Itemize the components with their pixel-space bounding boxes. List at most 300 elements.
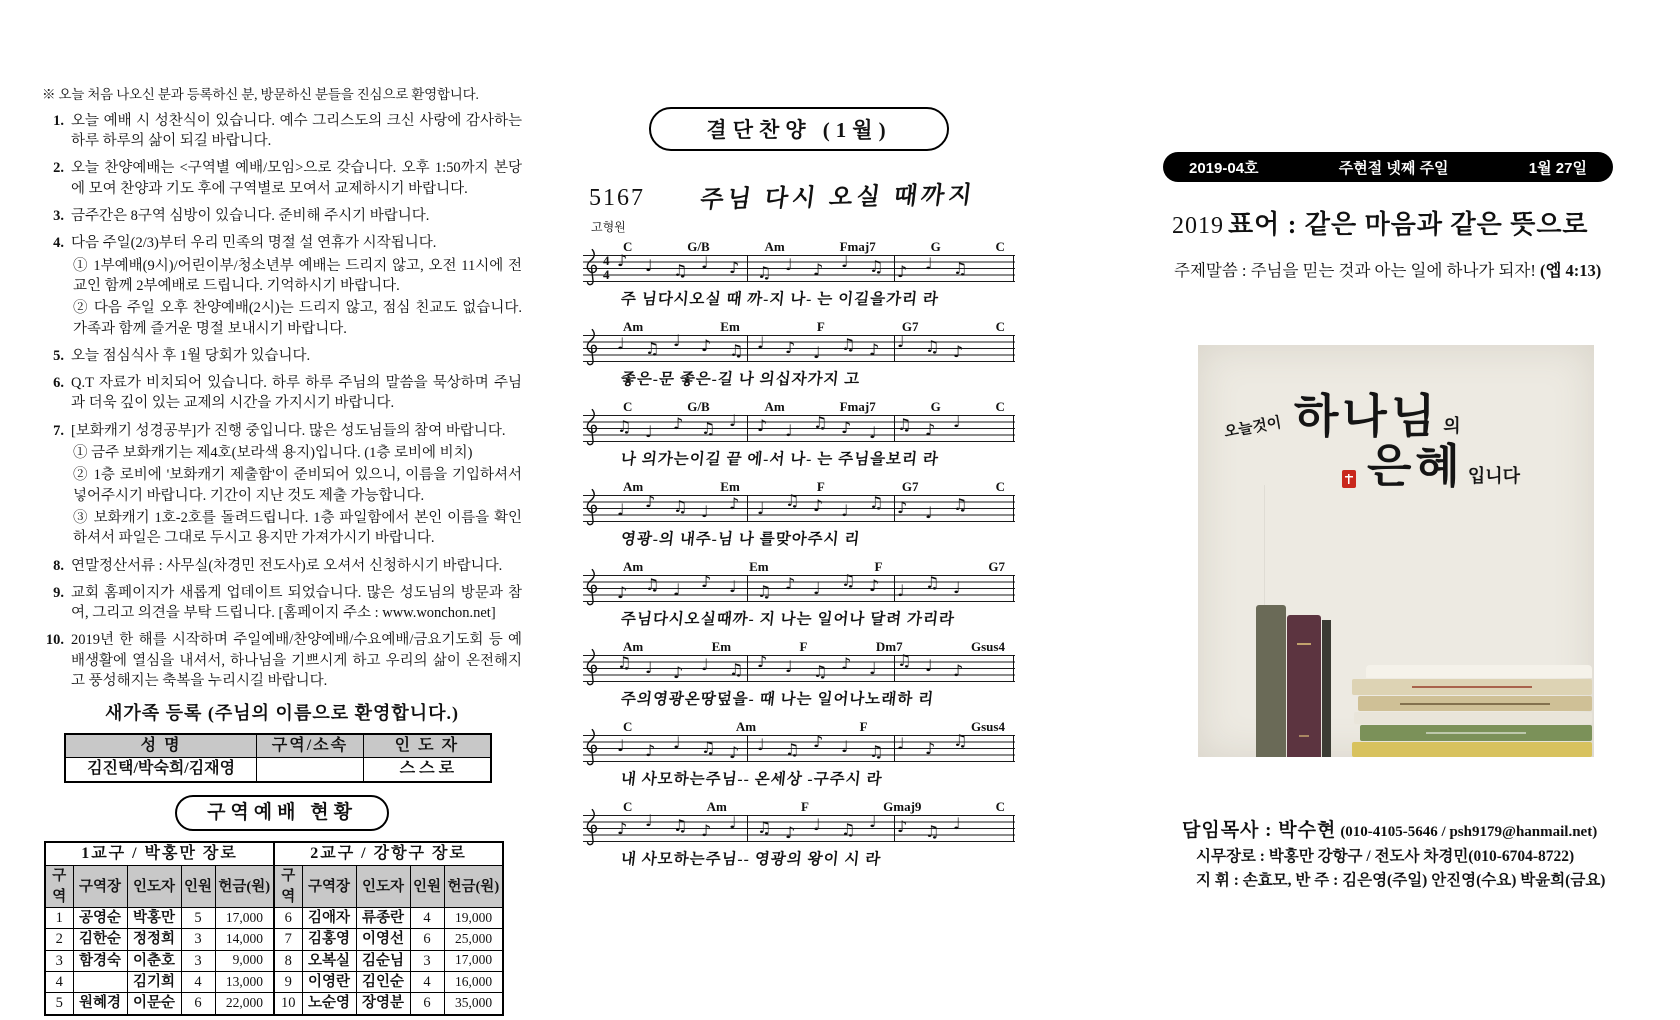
note-glyph: ♫ <box>645 339 660 358</box>
note-glyph: ♩ <box>645 811 653 830</box>
announcement-text: Q.T 자료가 비치되어 있습니다. 하루 하루 주님의 말씀을 묵상하며 주님과 더욱 깊이 있는 교제의 시간을 가지시기 바랍니다. <box>71 375 522 412</box>
chord-label: F <box>859 719 868 734</box>
note-glyph: ♩ <box>841 501 849 520</box>
note-glyph: ♩ <box>673 331 681 350</box>
announcement-number: 1. <box>53 112 64 129</box>
chord-label: G7 <box>901 479 919 494</box>
barline <box>1013 495 1014 521</box>
table-header-cell: 성 명 <box>65 734 257 758</box>
barline <box>894 735 895 761</box>
announcement-subitem: ① 금주 보화캐기는 제4호(보라색 용지)입니다. (1층 로비에 비치) <box>73 445 473 462</box>
chord-row <box>583 719 1015 735</box>
book-spine <box>1354 712 1592 724</box>
table-header-cell: 구역 <box>45 866 73 908</box>
note-glyph: ♩ <box>617 736 625 755</box>
staff-system <box>583 559 1015 629</box>
announcement-item <box>42 233 522 338</box>
note-glyph: ♫ <box>617 653 632 672</box>
note-glyph: ♩ <box>617 500 625 519</box>
note-glyph: ♫ <box>701 738 716 757</box>
table-cell: 장영분 <box>356 993 410 1015</box>
note-glyph: ♫ <box>925 337 940 356</box>
chord-label: Gsus4 <box>971 639 1005 654</box>
table-row <box>45 993 503 1015</box>
table-header-cell: 헌금(원) <box>215 866 274 908</box>
note-glyph: ♩ <box>953 814 961 833</box>
table-cell: 4 <box>410 908 444 929</box>
note-glyph: ♫ <box>953 259 968 278</box>
chord-label: Gmaj9 <box>883 799 922 814</box>
note-glyph: ♫ <box>673 261 688 280</box>
staff-lines <box>583 811 1015 842</box>
hymn-column <box>583 95 1015 879</box>
calligraphy-prefix: 오늘것이 <box>1222 415 1283 441</box>
note-glyph: ♪ <box>673 414 684 433</box>
note-glyph: ♩ <box>953 578 961 597</box>
table-cell: 김순님 <box>356 950 410 971</box>
chord-label: C <box>623 719 633 734</box>
staff-system <box>583 799 1015 869</box>
table-cell: 4 <box>181 971 215 992</box>
treble-clef-icon <box>583 328 600 369</box>
table-cell: 9,000 <box>215 950 274 971</box>
note-glyph: ♫ <box>757 818 772 837</box>
note-glyph: ♪ <box>729 494 740 513</box>
chord-label: F <box>874 559 883 574</box>
year-slogan <box>1172 204 1670 241</box>
sheet-music <box>583 239 1015 869</box>
barline <box>747 735 748 761</box>
table-cell: 6 <box>410 993 444 1015</box>
note-glyph: ♪ <box>813 496 824 515</box>
note-glyph: ♪ <box>897 817 908 836</box>
note-glyph: ♪ <box>897 498 908 517</box>
staff-lines <box>583 651 1015 682</box>
table-cell: 김애자 <box>302 908 356 929</box>
chord-row <box>583 639 1015 655</box>
note-glyph: ♪ <box>813 732 824 751</box>
table-cell: 35,000 <box>444 993 503 1015</box>
announcement-subitem: ② 1층 로비에 '보화캐기 제출함'이 준비되어 있으니, 이름을 기입하셔서 넣어주시기 바랍니다. 기간이 지난 것도 제출 가능합니다. <box>73 467 522 504</box>
barline <box>894 575 895 601</box>
chord-label: Gsus4 <box>971 719 1005 734</box>
note-glyph: ♪ <box>953 661 964 680</box>
chord-label: Dm7 <box>875 639 903 654</box>
barline <box>894 255 895 281</box>
welcome-note: ※ 오늘 처음 나오신 분과 등록하신 분, 방문하신 분들을 진심으로 환영합니다. <box>42 87 479 102</box>
note-glyph: ♫ <box>729 341 744 360</box>
note-glyph: ♩ <box>701 253 709 272</box>
note-glyph: ♪ <box>813 260 824 279</box>
note-glyph: ♫ <box>925 573 940 592</box>
table-row <box>65 758 491 782</box>
table-header-cell: 구역장 <box>73 866 127 908</box>
table-cell: 함경숙 <box>73 950 127 971</box>
theme-text: 주제말씀 : 주님을 믿는 것과 아는 일에 하나가 되자! <box>1174 261 1536 280</box>
table-cell: 김진택/박숙희/김재영 <box>65 758 257 782</box>
hymn-title: 주님 다시 오실 때까지 <box>698 182 978 214</box>
table-cell: 25,000 <box>444 929 503 950</box>
staff-system <box>583 399 1015 469</box>
table-cell: 노순영 <box>302 993 356 1015</box>
time-signature: 4 4 <box>603 253 610 282</box>
staff-lines <box>583 571 1015 602</box>
table-cell: 5 <box>181 908 215 929</box>
announcement-item <box>42 158 522 199</box>
calligraphy-text <box>1224 393 1584 492</box>
pastor-line <box>1182 816 1668 845</box>
note-glyph: ♫ <box>897 651 912 670</box>
table-cell: 김홍영 <box>302 929 356 950</box>
chord-label: C <box>995 239 1005 254</box>
chord-label: G7 <box>988 559 1005 574</box>
table-row <box>45 929 503 950</box>
calligraphy-word2: 은혜 <box>1367 441 1464 493</box>
table-cell: 3 <box>410 950 444 971</box>
announcement-number: 4. <box>53 235 64 252</box>
announcement-item <box>42 111 522 152</box>
note-glyph: ♩ <box>869 812 877 831</box>
announcement-text: 오늘 예배 시 성찬식이 있습니다. 예수 그리스도의 크신 사랑에 감사하는 하루 하루의 삶이 되길 바랍니다. <box>71 112 522 150</box>
announcement-number: 3. <box>53 208 64 225</box>
note-glyph: ♩ <box>897 332 905 351</box>
note-glyph: ♪ <box>729 743 740 762</box>
chord-row <box>583 319 1015 335</box>
table-cell: 10 <box>274 993 302 1015</box>
standing-book-maroon <box>1287 615 1321 757</box>
note-glyph: ♩ <box>925 503 933 522</box>
note-glyph: ♫ <box>869 742 884 761</box>
note-glyph: ♪ <box>729 258 740 277</box>
note-glyph: ♫ <box>617 417 632 436</box>
barline <box>1013 655 1014 681</box>
note-glyph: ♫ <box>757 263 772 282</box>
note-glyph: ♫ <box>953 731 968 750</box>
barline <box>894 815 895 841</box>
note-glyph: ♫ <box>841 820 856 839</box>
chord-label: Am <box>623 479 644 494</box>
chord-row <box>583 399 1015 415</box>
note-glyph: ♫ <box>841 571 856 590</box>
table-cell: 5 <box>45 993 73 1015</box>
chord-label: Am <box>706 799 727 814</box>
staff-lines <box>583 491 1015 522</box>
note-glyph: ♪ <box>617 819 628 838</box>
note-glyph: ♩ <box>925 656 933 675</box>
chord-row <box>583 559 1015 575</box>
chord-label: Fmaj7 <box>839 239 876 254</box>
barline <box>894 415 895 441</box>
note-glyph: ♩ <box>645 658 653 677</box>
note-glyph: ♪ <box>841 654 852 673</box>
lyric-line: 좋은-문 좋은-길 나 의십자가지 고 <box>619 371 862 388</box>
table-cell: 김한순 <box>73 929 127 950</box>
barline <box>1013 255 1014 281</box>
table-cell: 13,000 <box>215 971 274 992</box>
district-group-title: 1교구 / 박홍만 장로 <box>45 842 274 866</box>
announcement-number: 8. <box>53 557 64 574</box>
chord-label: F <box>800 799 809 814</box>
treble-clef-icon <box>583 648 600 689</box>
chord-label: G <box>930 399 941 414</box>
chord-label: C <box>995 319 1005 334</box>
announcement-item <box>42 373 522 414</box>
lyric-line: 영광-의 내주-님 나 를맞아주시 리 <box>619 531 862 548</box>
table-header-row <box>45 866 503 908</box>
announcement-subitem: ② 다음 주일 오후 찬양예배(2시)는 드리지 않고, 점심 친교도 없습니다. 가족과 함께 즐거운 명절 보내시기 바랍니다. <box>73 300 522 337</box>
note-glyph: ♪ <box>785 823 796 842</box>
table-header-cell: 인도자 <box>356 866 410 908</box>
book-stack <box>1352 665 1592 757</box>
announcement-text: 오늘 점심식사 후 1월 당회가 있습니다. <box>71 347 311 364</box>
note-glyph: ♩ <box>701 502 709 521</box>
table-cell <box>257 758 364 782</box>
staff-lines <box>583 411 1015 442</box>
table-header-cell: 인원 <box>181 866 215 908</box>
chord-label: C <box>623 399 633 414</box>
note-glyph: ♫ <box>785 740 800 759</box>
note-glyph: ♩ <box>757 735 765 754</box>
calligraphy-particle: 의 <box>1443 416 1461 436</box>
note-glyph: ♪ <box>869 576 880 595</box>
announcement-item <box>42 630 522 691</box>
table-cell: 4 <box>45 971 73 992</box>
announcement-number: 10. <box>45 632 64 649</box>
standing-book-olive <box>1256 605 1286 757</box>
note-glyph: ♪ <box>673 663 684 682</box>
note-glyph: ♩ <box>757 499 765 518</box>
table-cell: 4 <box>410 971 444 992</box>
note-glyph: ♩ <box>897 734 905 753</box>
chord-label: G7 <box>901 319 919 334</box>
barline <box>747 335 748 361</box>
table-cell: 14,000 <box>215 929 274 950</box>
issue-bar <box>1163 152 1613 182</box>
chord-label: C <box>623 799 633 814</box>
treble-clef-icon <box>583 808 600 849</box>
table-cell: 3 <box>181 929 215 950</box>
chord-label: F <box>816 319 825 334</box>
announcement-item <box>42 346 522 366</box>
chord-label: C <box>995 799 1005 814</box>
note-glyph: ♪ <box>617 583 628 602</box>
table-cell: 9 <box>274 971 302 992</box>
chord-label: Em <box>720 479 740 494</box>
hymn-section-badge: 결단찬양 (1월) <box>649 107 949 151</box>
calligraphy-suffix: 입니다 <box>1467 466 1521 487</box>
table-cell: 6 <box>181 993 215 1015</box>
note-glyph: ♩ <box>729 411 737 430</box>
treble-clef-icon <box>583 728 600 769</box>
barline <box>747 815 748 841</box>
note-glyph: ♪ <box>785 574 796 593</box>
book-spine <box>1352 679 1592 695</box>
table-cell: 이춘호 <box>127 950 181 971</box>
note-glyph: ♩ <box>953 412 961 431</box>
treble-clef-icon <box>583 488 600 529</box>
chord-row <box>583 239 1015 255</box>
note-glyph: ♩ <box>701 655 709 674</box>
staff-system <box>583 719 1015 789</box>
note-glyph: ♫ <box>673 816 688 835</box>
note-glyph: ♩ <box>757 333 765 352</box>
chord-label: Am <box>623 559 644 574</box>
barline <box>1013 335 1014 361</box>
announcement-text: 금주간은 8구역 심방이 있습니다. 준비해 주시기 바랍니다. <box>71 208 430 225</box>
district-worship-badge <box>175 795 389 832</box>
note-glyph: ♩ <box>673 580 681 599</box>
hymn-composer: 고형원 <box>591 220 626 234</box>
chord-label: G <box>930 239 941 254</box>
table-cell: 이영란 <box>302 971 356 992</box>
seal-stamp-icon <box>1342 470 1356 488</box>
announcement-item <box>42 556 522 576</box>
note-glyph: ♪ <box>701 572 712 591</box>
table-cell: 공영순 <box>73 908 127 929</box>
barline <box>1013 575 1014 601</box>
note-glyph: ♩ <box>841 252 849 271</box>
book-spine <box>1352 742 1592 757</box>
treble-clef-icon <box>583 568 600 609</box>
slogan-text: 표어 : 같은 마음과 같은 뜻으로 <box>1228 210 1589 239</box>
barline <box>747 575 748 601</box>
note-glyph: ♫ <box>813 662 828 681</box>
lyric-line: 주님다시오실때까- 지 나는 일어나 달려 가리라 <box>619 611 956 628</box>
announcement-number: 2. <box>53 160 64 177</box>
note-glyph: ♫ <box>813 413 828 432</box>
lyric-line: 나 의가는이길 끝 에-서 나- 는 주님을보리 라 <box>619 451 940 468</box>
table-cell: 이문순 <box>127 993 181 1015</box>
table-header-cell: 구역장 <box>302 866 356 908</box>
table-cell: 16,000 <box>444 971 503 992</box>
note-glyph: ♫ <box>897 415 912 434</box>
chord-label: G/B <box>687 399 710 414</box>
staff-system <box>583 479 1015 549</box>
note-glyph: ♪ <box>757 652 768 671</box>
note-glyph: ♫ <box>841 335 856 354</box>
note-glyph: ♫ <box>869 493 884 512</box>
note-glyph: ♪ <box>841 418 852 437</box>
note-glyph: ♩ <box>813 343 821 362</box>
table-cell: 1 <box>45 908 73 929</box>
table-cell: 7 <box>274 929 302 950</box>
table-cell: 오복실 <box>302 950 356 971</box>
note-glyph: ♩ <box>813 579 821 598</box>
table-cell: 6 <box>274 908 302 929</box>
liturgical-week: 주현절 넷째 주일 <box>1338 159 1449 177</box>
note-glyph: ♪ <box>897 262 908 281</box>
chord-label: F <box>799 639 808 654</box>
note-glyph: ♩ <box>645 422 653 441</box>
announcement-item <box>42 583 522 624</box>
note-glyph: ♪ <box>925 420 936 439</box>
table-header-cell: 인원 <box>410 866 444 908</box>
note-glyph: ♩ <box>813 815 821 834</box>
note-glyph: ♫ <box>701 419 716 438</box>
note-glyph: ♫ <box>673 497 688 516</box>
chord-label: Am <box>764 239 785 254</box>
table-header-cell: 헌금(원) <box>444 866 503 908</box>
lyric-line: 주의영광온땅덮을- 때 나는 일어나노래하 리 <box>619 691 935 708</box>
note-glyph: ♪ <box>645 492 656 511</box>
note-glyph: ♩ <box>841 737 849 756</box>
note-glyph: ♫ <box>925 822 940 841</box>
announcement-text: 다음 주일(2/3)부터 우리 민족의 명절 설 연휴가 시작됩니다. ① 1부예배(9시)/어린이부/청소년부 예배는 드리지 않고, 오전 11시에 전교인 함께 2부예배로 드립니다. 기억하시기 바랍니다. ② 다음 주일 오후 찬양예배(2시)는 드리지 않고, 점심 친교도 없습니다. 가족과 함께 즐거운 명절 보내시기 바랍니다. <box>71 233 522 338</box>
table-cell: 3 <box>181 950 215 971</box>
table-cell <box>73 971 127 992</box>
district-group-title: 2교구 / 강항구 장로 <box>274 842 503 866</box>
calligraphy-photo <box>1198 345 1594 757</box>
announcement-list <box>42 111 522 691</box>
staff-lines <box>583 251 1015 282</box>
note-glyph: ♪ <box>953 342 964 361</box>
hymn-header <box>589 177 1015 212</box>
barline <box>747 255 748 281</box>
announcement-item <box>42 421 522 549</box>
table-row <box>45 950 503 971</box>
calligraphy-word1: 하나님 <box>1293 391 1440 442</box>
new-family-title: 새가족 등록 (주님의 이름으로 환영합니다.) <box>104 703 460 724</box>
treble-clef-icon <box>583 408 600 449</box>
table-cell: 3 <box>45 950 73 971</box>
note-glyph: ♩ <box>897 581 905 600</box>
barline <box>747 415 748 441</box>
announcement-number: 9. <box>53 584 64 601</box>
note-glyph: ♫ <box>785 491 800 510</box>
note-glyph: ♩ <box>785 657 793 676</box>
table-cell: 김인순 <box>356 971 410 992</box>
barline <box>894 655 895 681</box>
book-spine <box>1360 725 1592 741</box>
note-glyph: ♩ <box>785 255 793 274</box>
announcement-text: 교회 홈페이지가 새롭게 업데이트 되었습니다. 많은 성도님의 방문과 참여, 그리고 의견을 부탁 드립니다. [홈페이지 주소 : www.wonchon.net] <box>71 584 522 622</box>
table-row <box>45 971 503 992</box>
table-header-cell: 구역/소속 <box>257 734 364 758</box>
announcement-number: 6. <box>53 375 64 392</box>
calligraphy-line1 <box>1224 393 1584 441</box>
announcement-text: 2019년 한 해를 시작하며 주일예배/찬양예배/수요예배/금요기도회 등 예배생활에 열심을 내셔서, 하나님을 기쁘시게 하고 우리의 삶이 온전해지고 풍성해지는 축복을 누리시길 바랍니다. <box>71 632 522 690</box>
chord-label: Am <box>735 719 757 734</box>
barline <box>1013 415 1014 441</box>
table-header-row <box>65 734 491 758</box>
table-cell: 2 <box>45 929 73 950</box>
contact-block <box>1182 816 1668 893</box>
note-glyph: ♫ <box>645 575 660 594</box>
slogan-year: 2019 <box>1172 213 1224 239</box>
chord-label: Fmaj7 <box>839 399 876 414</box>
barline <box>894 335 895 361</box>
note-glyph: ♩ <box>869 659 877 678</box>
chord-label: C <box>623 239 633 254</box>
chord-label: F <box>816 479 825 494</box>
theme-verse <box>1174 257 1601 281</box>
note-glyph: ♩ <box>673 733 681 752</box>
note-glyph: ♩ <box>785 421 793 440</box>
barline <box>747 495 748 521</box>
staff-lines <box>583 731 1015 762</box>
note-glyph: ♪ <box>645 741 656 760</box>
chord-label: C <box>995 399 1005 414</box>
chord-label: Em <box>711 639 732 654</box>
district-worship-title: 구역예배 현황 <box>207 801 357 823</box>
note-glyph: ♪ <box>869 340 880 359</box>
chord-label: Am <box>764 399 785 414</box>
note-glyph: ♫ <box>869 257 884 276</box>
note-glyph: ♪ <box>617 251 628 270</box>
note-glyph: ♩ <box>645 256 653 275</box>
table-cell: 박홍만 <box>127 908 181 929</box>
announcement-number: 5. <box>53 347 64 364</box>
